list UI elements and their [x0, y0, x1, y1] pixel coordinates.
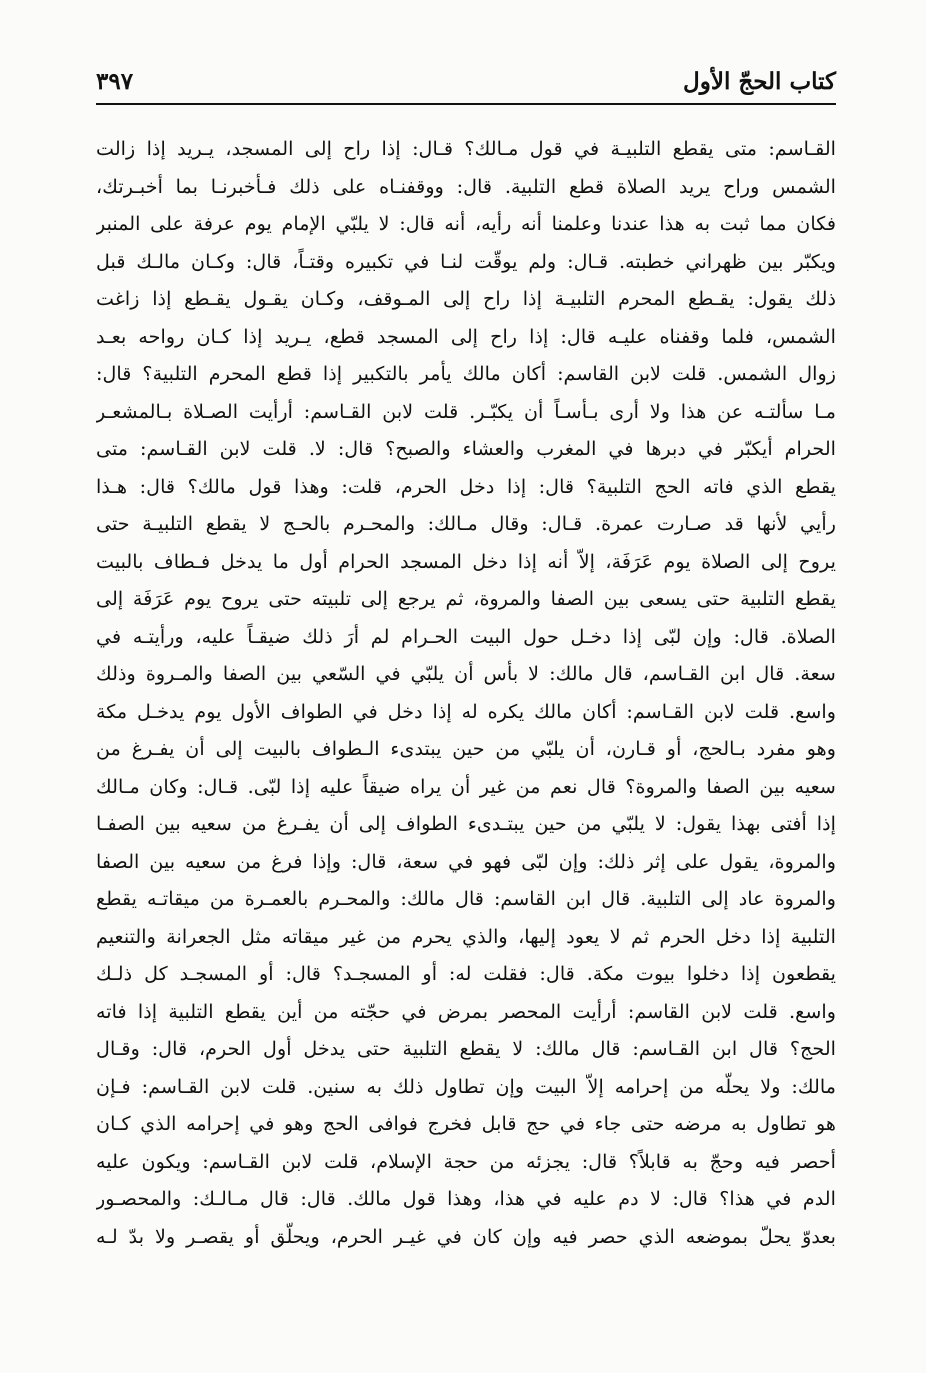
text-line: أحصر فيه وحجّ به قابلاً؟ قال: يجزئه من حجة الإسلام، قلت لابن القـاسم: ويكون عليه	[96, 1149, 836, 1173]
text-line: ويكبّر بين ظهراني خطبته. قـال: ولم يوقّت لنـا في تكبيره وقتـاً، قال: وكـان مالـك قبل	[96, 249, 836, 273]
text-line: مـا سألتـه عن هذا ولا أرى بـأسـاً أن يكبّـر. قلت لابن القـاسم: أرأيت الصـلاة بـالمشعـر	[96, 399, 836, 423]
text-line: الشمس، فلما وقفناه عليـه قال: إذا راح إلى المسجد قطع، يـريد إذا كـان رواحه بعـد	[96, 324, 836, 348]
text-line: الشمس وراح يريد الصلاة قطع التلبية. قال: ووقفنـاه على ذلك فـأخبرنـا بما أخبـرتك،	[96, 174, 836, 198]
header-divider	[96, 103, 836, 105]
text-line: بعدوّ يحلّ بموضعه الذي حصر فيه وإن كان في غيـر الحرم، ويحلّق أو يقصـر ولا بدّ لـه	[96, 1224, 836, 1248]
text-line: واسع. قلت لابن القاسم: أرأيت المحصر بمرض في حجّته من أين يقطع التلبية إذا فاته	[96, 999, 836, 1023]
text-line: والمروة عاد إلى التلبية. قال ابن القاسم: قال مالك: والمحـرم بالعمـرة من ميقاتـه يقطع	[96, 887, 836, 910]
text-line: واسع. قلت لابن القـاسم: أكان مالك يكره له إذا دخل في الطواف الأول يوم يدخـل مكة	[96, 699, 836, 723]
text-line: سعيه بين الصفا والمروة؟ قال نعم من غير أن يراه ضيقاً عليه إذا لبّى. قـال: وكان مـالك	[96, 774, 836, 798]
text-line: يقطع الذي فاته الحج التلبية؟ قال: إذا دخل الحرم، قلت: وهذا قول مالك؟ قال: هـذا	[96, 474, 836, 498]
page-number: ٣٩٧	[96, 67, 134, 95]
text-line: فكان مما ثبت به هذا عندنا وعلمنا أنه رأيه، أنه قال: لا يلبّي الإمام يوم عرفة على المنبر	[96, 212, 836, 235]
text-line: هو تطاول به مرضه حتى جاء في حج قابل فخرج فوافى الحج وهو في إحرامه الذي كـان	[96, 1112, 836, 1135]
text-line: الحرام أيكبّر في دبرها في المغرب والعشاء والصبح؟ قال: لا. قلت لابن القـاسم: متى	[96, 437, 836, 460]
text-line: يقطعون إذا دخلوا بيوت مكة. قال: فقلت له: أو المسجـد؟ قال: أو المسجـد كل ذلـك	[96, 962, 836, 985]
text-line: سعة. قال ابن القـاسم، قال مالك: لا بأس أن يلبّي في السّعي بين الصفا والمـروة وذلك	[96, 662, 836, 685]
chapter-title: كتاب الحجّ الأول	[683, 67, 836, 95]
text-line: الصلاة. قال: وإن لبّى إذا دخـل حول البيت الحـرام لم أرَ ذلك ضيقـاً عليه، ورأيتـه في	[96, 624, 836, 648]
body-text	[96, 130, 836, 1255]
text-line: التلبية إذا دخل الحرم ثم لا يعود إليها، والذي يحرم من غير ميقاته مثل الجعرانة والتنعيم	[96, 924, 836, 948]
text-line: وهو مفرد بـالحج، أو قـارن، أن يلبّي من حين يبتدىء الـطواف بالبيت إلى أن يفـرغ من	[96, 737, 836, 760]
text-line: والمروة، يقول على إثر ذلك: وإن لبّى فهو في سعة، قال: وإذا فرغ من سعيه بين الصفا	[96, 849, 836, 873]
running-header	[96, 62, 836, 100]
text-line: يقطع التلبية حتى يسعى بين الصفا والمروة، ثم يرجع إلى تلبيته حتى يروح يوم عَرَفَة إلى	[96, 587, 836, 610]
text-line: يروح إلى الصلاة يوم عَرَفَة، إلاّ أنه إذا دخل المسجد الحرام أول ما يدخل فـطاف بالبيت	[96, 549, 836, 573]
text-line: زوال الشمس. قلت لابن القاسم: أكان مالك يأمر بالتكبير إذا قطع المحرم التلبية؟ قال:	[96, 362, 836, 385]
text-line: مالك: ولا يحلّه من إحرامه إلاّ البيت وإن تطاول ذلك به سنين. قلت لابن القـاسم: فـإن	[96, 1074, 836, 1098]
text-line: الحج؟ قال ابن القـاسم: قال مالك: لا يقطع التلبية حتى يدخل أول الحرم، قال: وقـال	[96, 1037, 836, 1060]
text-line: إذا أفتى بهذا يقول: لا يلبّي من حين يبتـدىء الطواف إلى أن يفـرغ من سعيه بين الصفـا	[96, 812, 836, 835]
text-line: ذلك يقول: يقـطع المحرم التلبيـة إذا راح إلى المـوقف، وكـان يقـول يقـطع إذا زاغت	[96, 287, 836, 310]
text-line: الدم في هذا؟ قال: لا دم عليه في هذا، وهذا قول مالك. قال: قال مـالـك: والمحصـور	[96, 1187, 836, 1210]
text-line: رأيي لأنها قد صـارت عمرة. قـال: وقال مـالك: والمحـرم بالحـج لا يقطع التلبيـة حتى	[96, 512, 836, 535]
text-line: القـاسم: متى يقطع التلبيـة في قول مـالك؟ قـال: إذا راح إلى المسجد، يـريد إذا زالت	[96, 137, 836, 160]
